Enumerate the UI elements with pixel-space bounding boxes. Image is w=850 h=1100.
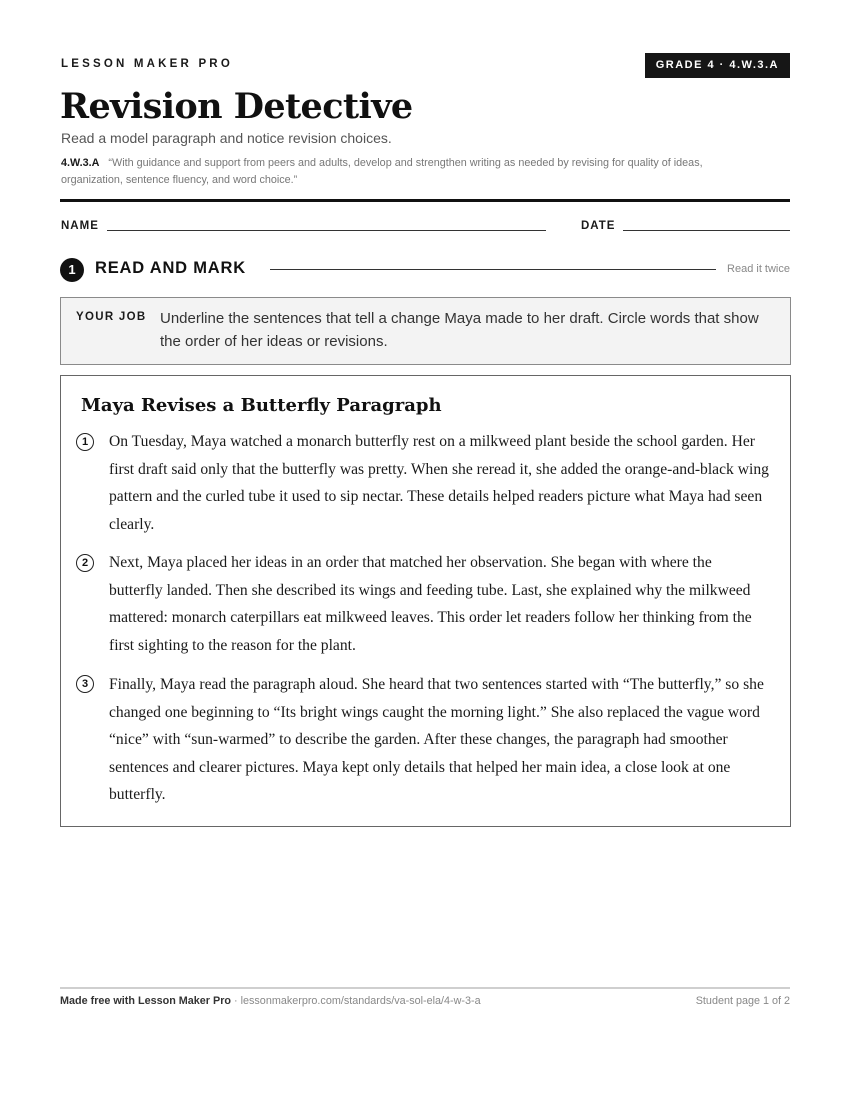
footer-separator: · (231, 995, 241, 1007)
name-write-line[interactable] (107, 230, 546, 231)
passage-paragraph-3[interactable]: Finally, Maya read the paragraph aloud. She heard that two sentences started with “The butterfly,” so she changed one beginning to “Its bright wings caught the morning light.” She also replaced the vague word “nice” with “sun-warmed” to describe the garden. After these changes, the paragraph had smoother sentences and clearer pictures. Maya kept only details that helped her main idea, a close look at one butterfly. (109, 676, 764, 804)
footer-page-number: Student page 1 of 2 (695, 995, 790, 1007)
job-instructions: Underline the sentences that tell a change Maya made to her draft. Circle words that show the order of her ideas or revisions. (160, 310, 759, 350)
passage-title: Maya Revises a Butterfly Paragraph (81, 395, 442, 416)
footer-url[interactable]: lessonmakerpro.com/standards/va-sol-ela/4-w-3-a (240, 995, 481, 1007)
section-divider (270, 269, 716, 270)
reading-passage-box (60, 375, 791, 827)
name-label: NAME (61, 220, 99, 232)
job-box (60, 297, 791, 365)
brand-name: LESSON MAKER PRO (61, 58, 233, 70)
page-subtitle: Read a model paragraph and notice revision choices. (61, 130, 392, 146)
grade-badge: GRADE 4 · 4.W.3.A (645, 53, 790, 78)
job-label: YOUR JOB (76, 311, 147, 323)
footer-made-by: Made free with Lesson Maker Pro (60, 995, 231, 1007)
section-hint: Read it twice (727, 263, 790, 275)
paragraph-number-1: 1 (76, 433, 94, 451)
footer-divider (60, 987, 790, 989)
footer-credit (60, 995, 481, 1007)
section-number-badge: 1 (60, 258, 84, 282)
passage-paragraph-1[interactable]: On Tuesday, Maya watched a monarch butterfly rest on a milkweed plant beside the school garden. Her first draft said only that the butterfly was pretty. When she reread it, she added the orange-and-black wing pattern and the curled tube it used to sip nectar. These details helped readers picture what Maya had seen clearly. (109, 433, 769, 533)
date-write-line[interactable] (623, 230, 790, 231)
standard-code: 4.W.3.A (61, 157, 100, 169)
date-label: DATE (581, 220, 616, 232)
paragraph-number-2: 2 (76, 554, 94, 572)
header-divider (60, 199, 790, 202)
page-title: Revision Detective (60, 86, 413, 127)
paragraph-number-3: 3 (76, 675, 94, 693)
standard-statement (61, 155, 761, 189)
standard-text: “With guidance and support from peers and adults, develop and strengthen writing as needed by revising for quality of ideas, organization, sentence fluency, and word choice.” (61, 157, 703, 186)
section-title: READ AND MARK (95, 259, 246, 277)
passage-paragraph-2[interactable]: Next, Maya placed her ideas in an order that matched her observation. She began with where the butterfly landed. Then she described its wings and feeding tube. Last, she explained why the milkweed mattered: monarch caterpillars eat milkweed leaves. This order let readers follow her thinking from the first sighting to the reason for the plant. (109, 554, 752, 654)
